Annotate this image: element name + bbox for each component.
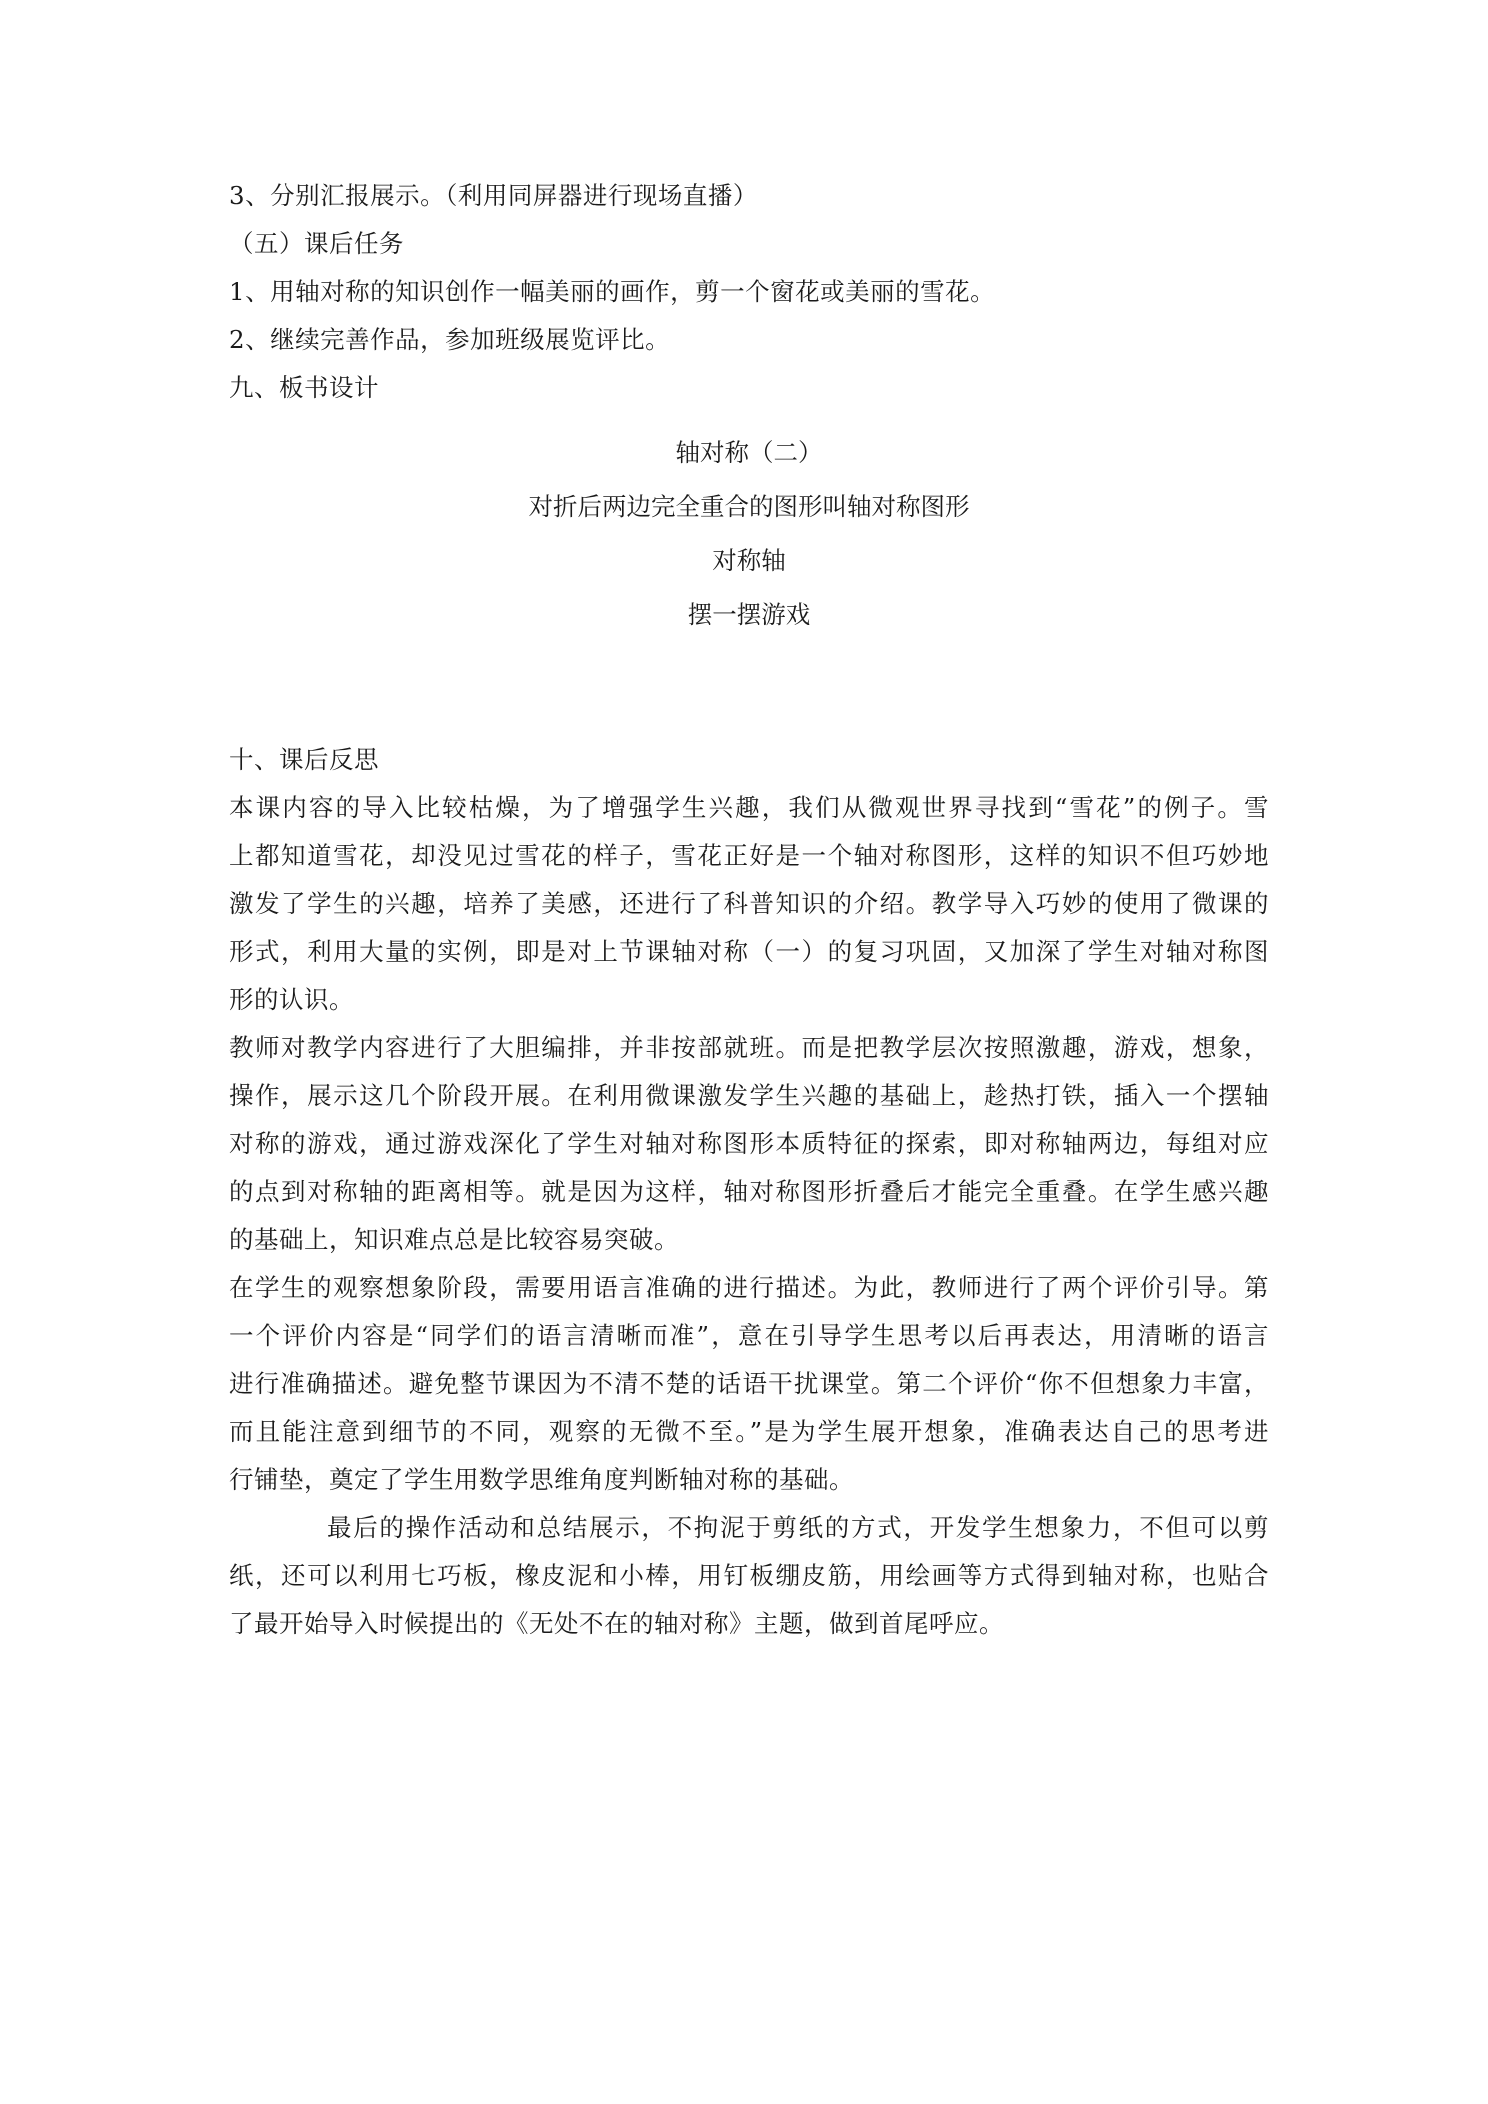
paragraph-line: 行铺垫，奠定了学生用数学思维角度判断轴对称的基础。 [229, 1465, 854, 1494]
reflection-paragraph-4 [229, 1504, 1269, 1648]
board-design-heading: 九、板书设计 [229, 373, 379, 402]
paragraph-line: 最后的操作活动和总结展示，不拘泥于剪纸的方式，开发学生想象力，不但可以剪 [327, 1513, 1269, 1542]
paragraph-line: 教师对教学内容进行了大胆编排，并非按部就班。而是把教学层次按照激趣，游戏，想象， [229, 1033, 1269, 1062]
paragraph-line: 的基础上，知识难点总是比较容易突破。 [229, 1225, 679, 1254]
paragraph-line: 形的认识。 [229, 985, 354, 1014]
paragraph-line: 了最开始导入时候提出的《无处不在的轴对称》主题，做到首尾呼应。 [229, 1609, 1004, 1638]
board-line-axis: 对称轴 [712, 546, 786, 575]
task-heading: （五）课后任务 [229, 229, 404, 258]
board-title: 轴对称（二） [675, 438, 823, 467]
top-section [229, 172, 1269, 412]
reflection-paragraph-1 [229, 784, 1269, 1024]
paragraph-line: 进行准确描述。避免整节课因为不清不楚的话语干扰课堂。第二个评价“你不但想象力丰富， [229, 1369, 1269, 1398]
paragraph-line: 在学生的观察想象阶段，需要用语言准确的进行描述。为此，教师进行了两个评价引导。第 [229, 1273, 1269, 1302]
paragraph-line: 操作，展示这几个阶段开展。在利用微课激发学生兴趣的基础上，趁热打铁，插入一个摆轴 [229, 1081, 1269, 1110]
reflection-section [229, 736, 1269, 1648]
task-item-1: 1、用轴对称的知识创作一幅美丽的画作，剪一个窗花或美丽的雪花。 [229, 277, 996, 306]
paragraph-line: 纸，还可以利用七巧板，橡皮泥和小棒，用钉板绷皮筋，用绘画等方式得到轴对称，也贴合 [229, 1561, 1269, 1590]
reflection-paragraph-2 [229, 1024, 1269, 1264]
paragraph-line: 而且能注意到细节的不同，观察的无微不至。”是为学生展开想象，准确表达自己的思考进 [229, 1417, 1269, 1446]
paragraph-line: 一个评价内容是“同学们的语言清晰而准”，意在引导学生思考以后再表达，用清晰的语言 [229, 1321, 1269, 1350]
paragraph-line: 上都知道雪花，却没见过雪花的样子，雪花正好是一个轴对称图形，这样的知识不但巧妙地 [229, 841, 1269, 870]
paragraph-line: 激发了学生的兴趣，培养了美感，还进行了科普知识的介绍。教学导入巧妙的使用了微课的 [229, 889, 1269, 918]
reflection-paragraph-3 [229, 1264, 1269, 1504]
board-design [229, 426, 1269, 642]
paragraph-line: 本课内容的导入比较枯燥，为了增强学生兴趣，我们从微观世界寻找到“雪花”的例子。雪 [229, 793, 1269, 822]
reflection-heading: 十、课后反思 [229, 745, 379, 774]
paragraph-line: 形式，利用大量的实例，即是对上节课轴对称（一）的复习巩固，又加深了学生对轴对称图 [229, 937, 1269, 966]
paragraph-line: 对称的游戏，通过游戏深化了学生对轴对称图形本质特征的探索，即对称轴两边，每组对应 [229, 1129, 1269, 1158]
board-line-game: 摆一摆游戏 [687, 600, 811, 629]
report-item-3: 3、分别汇报展示。（利用同屏器进行现场直播） [229, 181, 758, 210]
paragraph-line: 的点到对称轴的距离相等。就是因为这样，轴对称图形折叠后才能完全重叠。在学生感兴趣 [229, 1177, 1269, 1206]
task-item-2: 2、继续完善作品，参加班级展览评比。 [229, 325, 671, 354]
board-line-definition: 对折后两边完全重合的图形叫轴对称图形 [528, 492, 970, 521]
